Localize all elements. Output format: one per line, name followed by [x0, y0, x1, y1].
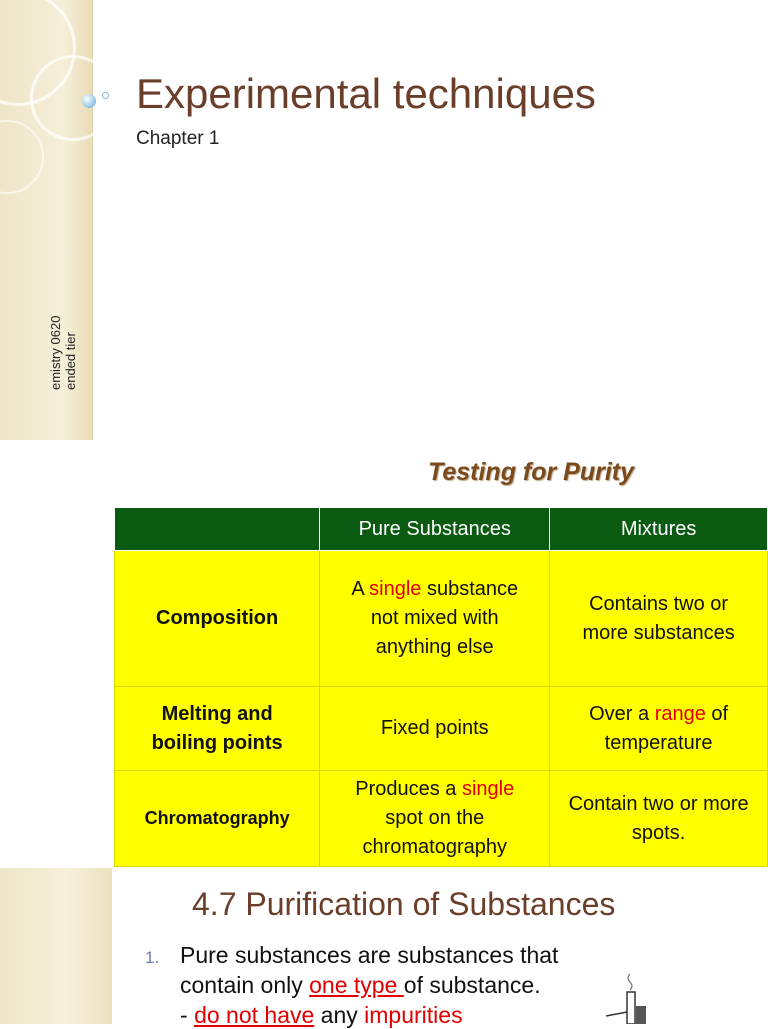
- header-cell: Mixtures: [550, 508, 768, 551]
- slide-title: [0, 0, 768, 440]
- pure-cell: [320, 551, 550, 687]
- highlight-text: single: [461, 778, 515, 800]
- highlight-text: range: [654, 702, 706, 725]
- table-row: [115, 551, 768, 687]
- cell-text: Contains two or: [589, 592, 729, 615]
- cell-text: boiling points: [151, 731, 283, 754]
- bead-icon: [82, 94, 96, 108]
- cell-text: spot on the: [385, 807, 485, 829]
- header-cell: [115, 508, 320, 551]
- pure-cell: [320, 771, 550, 867]
- cell-text: chromatography: [362, 836, 507, 858]
- table-header-row: [115, 508, 768, 551]
- text-segment: of substance.: [403, 972, 541, 998]
- highlight-text: do not have: [194, 1002, 315, 1028]
- cell-text: more substances: [582, 621, 735, 644]
- lab-apparatus-icon: [600, 972, 650, 1024]
- small-bead-icon: [102, 92, 109, 99]
- highlight-text: impurities: [364, 1002, 463, 1028]
- cell-text: Melting and: [161, 702, 273, 725]
- slide-sidebar: [0, 0, 93, 440]
- row-label: Composition: [115, 551, 320, 687]
- cell-text: spots.: [631, 821, 686, 844]
- highlight-text: one type: [309, 972, 404, 998]
- decorative-ring: [0, 120, 44, 194]
- cell-text: temperature: [604, 731, 713, 754]
- purity-table: [114, 507, 768, 867]
- slide-purification: [0, 868, 768, 1028]
- table-row: [115, 771, 768, 867]
- highlight-text: single: [369, 578, 422, 600]
- section-title: 4.7 Purification of Substances: [192, 886, 616, 922]
- page-title: Experimental techniques: [136, 70, 596, 117]
- text-segment: contain only: [180, 972, 310, 998]
- cell-text: A: [351, 578, 370, 600]
- cell-text: Over a: [589, 702, 655, 725]
- header-cell: Pure Substances: [320, 508, 550, 551]
- pure-cell: Fixed points: [320, 687, 550, 771]
- slide-purity-table: [0, 440, 768, 868]
- text-segment: -: [180, 1002, 195, 1028]
- list-item-line: Pure substances are substances that: [180, 942, 559, 968]
- table-title: Testing for Purity: [428, 458, 635, 486]
- mix-cell: [550, 551, 768, 687]
- sidebar-tier-line: ended tier: [63, 332, 78, 390]
- list-item-line: [180, 1002, 463, 1029]
- cell-text: Contain two or more: [568, 792, 749, 815]
- mix-cell: [550, 771, 768, 867]
- list-number: 1.: [145, 948, 160, 967]
- cell-text: Produces a: [355, 778, 462, 800]
- table-row: [115, 687, 768, 771]
- sidebar-course-text: [48, 316, 78, 390]
- page-subtitle: Chapter 1: [136, 128, 220, 149]
- cell-text: anything else: [375, 636, 494, 658]
- cell-text: not mixed with: [370, 607, 499, 629]
- slide-sidebar: [0, 868, 112, 1024]
- sidebar-course-line: emistry 0620: [48, 315, 63, 390]
- list-item-line: [180, 972, 541, 999]
- text-segment: any: [314, 1002, 365, 1028]
- row-label: [115, 687, 320, 771]
- row-label: Chromatography: [115, 771, 320, 867]
- mix-cell: [550, 687, 768, 771]
- cell-text: of: [705, 702, 729, 725]
- cell-text: substance: [421, 578, 519, 600]
